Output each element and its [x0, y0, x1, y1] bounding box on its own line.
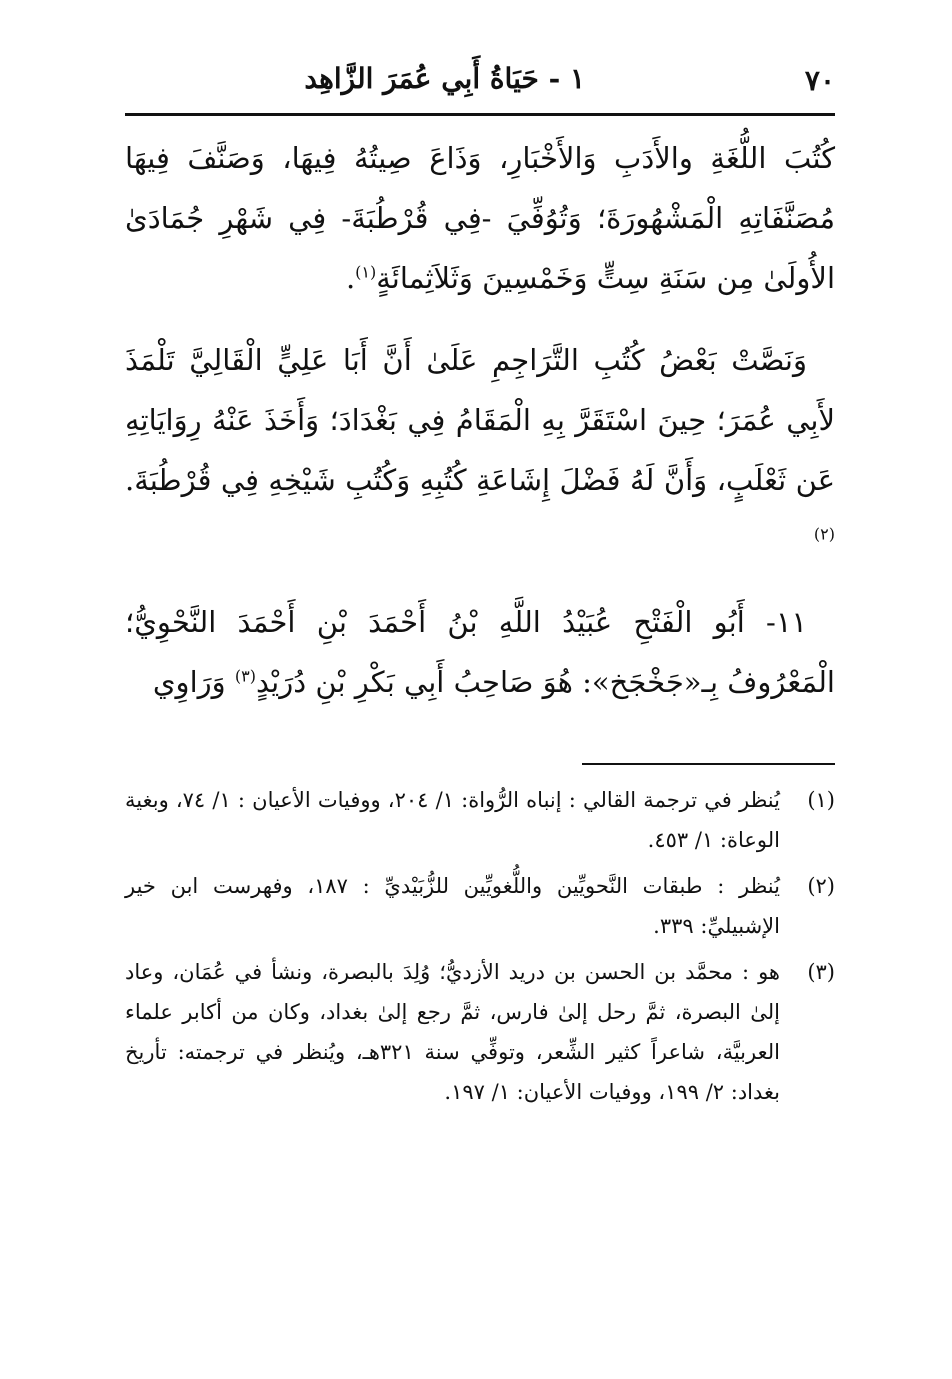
footnote-text: هو : محمَّد بن الحسن بن دريد الأزديُّ؛ وُلِدَ بالبصرة، ونشأ في عُمَان، وعاد إلىٰ البصرة، ثمَّ رحل إلىٰ فارس، ثمَّ رجع إلىٰ بغداد، وكان من أكابر علماء العربيَّة، شاعراً كثير الشِّعر، وتوفِّي سنة ٣٢١هـ، ويُنظر في ترجمته: تأريخ بغداد: ٢/ ١٩٩، ووفيات الأعيان: ١/ ١٩٧. [125, 960, 780, 1104]
page-number: ٧٠ [804, 64, 835, 97]
header-rule [125, 113, 835, 116]
page-header [125, 58, 835, 108]
footnote-number: (٢) [807, 874, 835, 898]
footnotes [125, 780, 835, 1118]
footnote-number: (٣) [807, 960, 835, 984]
footnote-number: (١) [807, 788, 835, 812]
footnote-text: يُنظر في ترجمة القالي : إنباه الرُّواة: ١/ ٢٠٤، ووفيات الأعيان : ١/ ٧٤، وبغية الوعاة: ١/ ٤٥٣. [125, 788, 780, 852]
paragraph-text: كُتُبَ اللُّغَةِ والأَدَبِ وَالأَخْبَارِ، وَذَاعَ صِيتُهُ فِيهَا، وَصَنَّفَ فِيهَا مُصَنَّفَاتِهِ الْمَشْهُورَةَ؛ وَتُوُفِّيَ -فِي قُرْطُبَةَ- فِي شَهْرِ جُمَادَىٰ الأُولَىٰ مِن سَنَةِ سِتٍّ وَخَمْسِينَ وَثَلاَثِمائَةٍ [125, 141, 835, 295]
paragraph [125, 592, 835, 712]
footnote-text: يُنظر : طبقات النَّحويِّين واللُّغويِّين للزُّبَيْديِّ : ١٨٧، وفهرست ابن خير الإشبيليِّ: ٣٣٩. [125, 874, 780, 938]
footnote-ref: (٢) [813, 524, 835, 544]
footnote [125, 780, 835, 860]
period: . [345, 261, 356, 295]
footnote-ref: (٣) [234, 666, 256, 686]
footnote [125, 866, 835, 946]
paragraph [125, 128, 835, 308]
paragraph-tail: وَرَاوِي [152, 665, 226, 699]
footnote-ref: (١) [355, 262, 377, 282]
paragraph [125, 330, 835, 570]
paragraph-text: وَنَصَّتْ بَعْضُ كُتُبِ التَّرَاجِمِ عَلَىٰ أَنَّ أَبَا عَلِيٍّ الْقَالِيَّ تَلْمَذَ لأَبِي عُمَرَ؛ حِينَ اسْتَقَرَّ بِهِ الْمَقَامُ فِي بَغْدَادَ؛ وَأَخَذَ عَنْهُ رِوَايَاتِهِ عَن ثَعْلَبٍ، وَأَنَّ لَهُ فَضْلَ إِشَاعَةِ كُتُبِهِ وَكُتُبِ شَيْخِهِ فِي قُرْطُبَةَ. [125, 343, 835, 497]
main-text [125, 128, 835, 734]
footnote [125, 952, 835, 1112]
footnote-separator [582, 763, 835, 765]
running-title: ١ - حَيَاةُ أَبِي عُمَرَ الزَّاهِد [304, 62, 585, 95]
paragraph-text: ١١- أَبُو الْفَتْحِ عُبَيْدُ اللَّهِ بْنُ أَحْمَدَ بْنِ أَحْمَدَ النَّحْوِيُّ؛ الْمَعْرُوفُ بِـ«جَخْجَخ»: هُوَ صَاحِبُ أَبِي بَكْرِ بْنِ دُرَيْدٍ [125, 605, 835, 699]
